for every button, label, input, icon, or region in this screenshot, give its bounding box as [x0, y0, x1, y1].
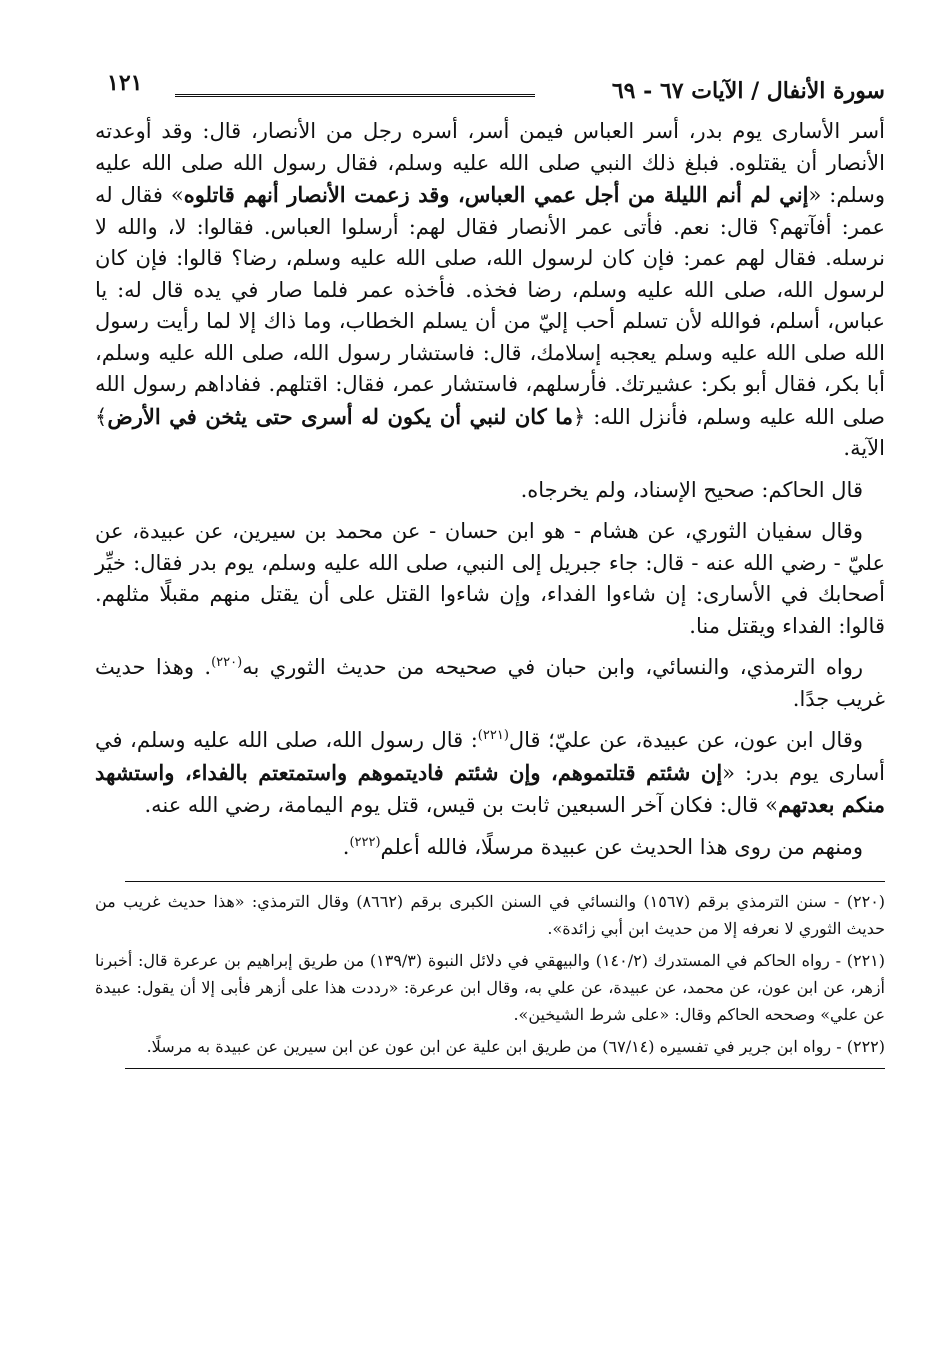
footnotes — [95, 888, 885, 1060]
footnote-222: (٢٢٢) - رواه ابن جرير في تفسيره (٦٧/١٤) من طريق ابن علية عن ابن عون عن ابن سيرين عن عبيدة به مرسلًا. — [146, 1037, 885, 1056]
paragraph-1 — [95, 116, 885, 465]
footnote-220: (٢٢٠) - سنن الترمذي برقم (١٥٦٧) والنسائي في السنن الكبرى برقم (٨٦٦٢) وقال الترمذي: «هذا حديث غريب من حديث الثوري لا نعرفه إلا من حديث ابن أبي زائدة». — [95, 892, 886, 938]
page-header — [95, 64, 885, 116]
running-head: سورة الأنفال / الآيات ٦٧ - ٦٩ — [611, 78, 885, 104]
paragraph-1-text-2: » فقال له عمر: أفآتهم؟ قال: نعم. فأتى عمر الأنصار فقال لهم: أرسلوا العباس. فقالوا: لا، والله لا نرسله. فقال لهم عمر: فإن كان لرسول الله، صلى الله عليه وسلم، رضا؟ قالوا: فإن كان لرسول الله، صلى الله عليه وسلم، رضا فخذه. فأخذه عمر فلما صار في يده قال له: يا عباس، أسلم، فوالله لأن تسلم أحب إليّ من أن يسلم الخطاب، وما ذاك إلا لما رأيت رسول الله صلى الله عليه وسلم يعجبه إسلامك، قال: فاستشار رسول الله، صلى الله عليه وسلم، أبا بكر، فقال أبو بكر: عشيرتك. فأرسلهم، فاستشار عمر، فقال: اقتلهم. ففاداهم رسول الله صلى الله عليه وسلم، فأنزل الله: ﴿ — [95, 183, 885, 429]
paragraph-3: وقال سفيان الثوري، عن هشام - هو ابن حسان - عن محمد بن سيرين، عن عبيدة، عن عليّ - رضي الله عنه - قال: جاء جبريل إلى النبي، صلى الله عليه وسلم، يوم بدر فقال: خيِّر أصحابك في الأسارى: إن شاءوا الفداء، وإن شاءوا القتل على أن يقتل منهم مقبلًا مثلهم. قالوا: الفداء ويقتل منا. — [95, 519, 885, 638]
book-page — [95, 64, 885, 1294]
footnote-ref-221: (٢٢١) — [477, 728, 509, 743]
footnote-221: (٢٢١) - رواه الحاكم في المستدرك (١٤٠/٢) والبيهقي في دلائل النبوة (١٣٩/٣) من طريق إبراهيم بن عرعرة قال: أخبرنا أزهر، عن ابن عون، عن محمد، عن عبيدة، عن علي به، وقال ابن عرعرة: «رددت هذا على أزهر فأبى إلا أن يقول: عبيدة عن علي» وصححه الحاكم وقال: «على شرط الشيخين». — [95, 951, 886, 1024]
footnote-separator — [125, 881, 885, 882]
paragraph-2: قال الحاكم: صحيح الإسناد، ولم يخرجاه. — [520, 477, 863, 502]
hadith-quote-1: إني لم أنم الليلة من أجل عمي العباس، وقد زعمت الأنصار أنهم قاتلوه — [183, 182, 809, 207]
paragraph-5 — [95, 725, 885, 822]
paragraph-5-text-1: وقال ابن عون، عن عبيدة، عن عليّ؛ قال — [508, 728, 863, 752]
footer-rule — [125, 1068, 885, 1069]
page-number: ١٢١ — [107, 70, 143, 96]
footnote-ref-222: (٢٢٢) — [349, 834, 381, 850]
paragraph-5-text-3: » قال: فكان آخر السبعين ثابت بن قيس، قتل يوم اليمامة، رضي الله عنه. — [144, 793, 779, 817]
paragraph-6 — [95, 832, 885, 864]
body-text — [95, 116, 885, 863]
paragraph-5-text-2: : قال رسول الله، صلى الله عليه وسلم، في أسارى يوم بدر: « — [95, 728, 885, 785]
footnote-ref-220: (٢٢٠) — [211, 655, 243, 670]
paragraph-1-text-1: أسر الأسارى يوم بدر، أسر العباس فيمن أسر، أسره رجل من الأنصار، قال: وقد أوعدته الأنصار أن يقتلوه. فبلغ ذلك النبي صلى الله عليه وسلم، فقال رسول الله صلى الله عليه وسلم: « — [95, 119, 885, 207]
paragraph-4 — [95, 652, 885, 715]
paragraph-6-text-1: ومنهم من روى هذا الحديث عن عبيدة مرسلًا، فالله أعلم — [380, 834, 863, 859]
paragraph-6-text-2: . — [342, 834, 350, 859]
hadith-quote-2: إن شئتم قتلتموهم، وإن شئتم فاديتموهم واستمتعتم بالفداء، واستشهد منكم بعدتهم — [95, 759, 885, 817]
paragraph-4-text-1: رواه الترمذي، والنسائي، وابن حبان في صحيحه من حديث الثوري به — [242, 655, 863, 679]
quran-verse: ما كان لنبي أن يكون له أسرى حتى يثخن في الأرض — [107, 403, 573, 429]
paragraph-1-text-3: ﴾ الآية. — [95, 404, 885, 460]
header-rule — [175, 94, 535, 99]
paragraph-4-text-2: . وهذا حديث غريب جدًا. — [95, 655, 885, 711]
